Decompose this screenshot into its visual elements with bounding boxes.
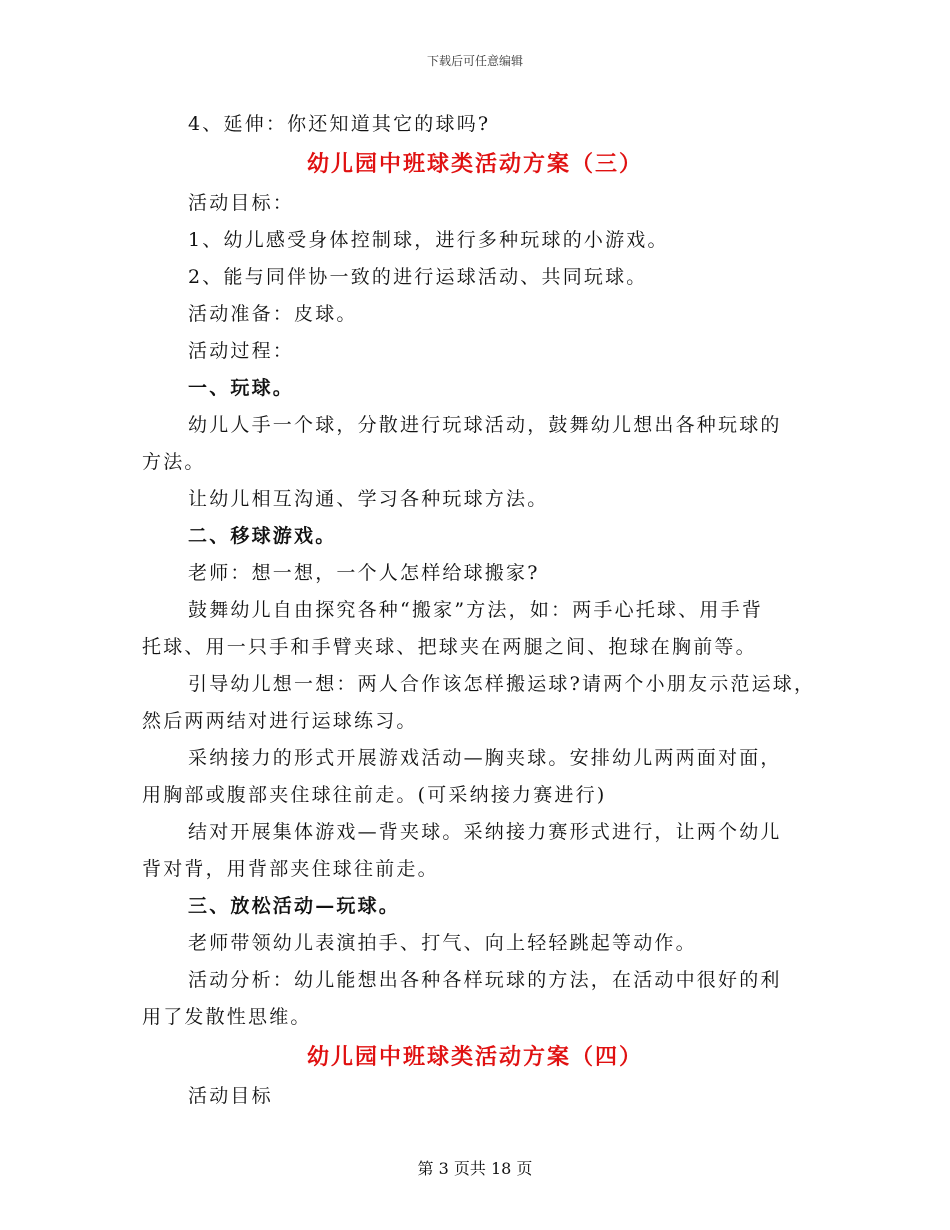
page-footer: 第 3 页共 18 页 <box>417 1159 533 1178</box>
paragraph-line: 幼儿人手一个球，分散进行玩球活动，鼓舞幼儿想出各种玩球的 <box>188 414 782 436</box>
paragraph-line: 活动目标： <box>188 192 295 214</box>
paragraph-line: 1、幼儿感受身体控制球，进行多种玩球的小游戏。 <box>188 229 669 251</box>
paragraph-line: 结对开展集体游戏—背夹球。采纳接力赛形式进行，让两个幼儿 <box>188 821 782 843</box>
section-title: 幼儿园中班球类活动方案（四） <box>306 1044 643 1070</box>
paragraph-line: 老师带领幼儿表演拍手、打气、向上轻轻跳起等动作。 <box>188 932 697 954</box>
paragraph-line: 2、能与同伴协一致的进行运球活动、共同玩球。 <box>188 266 648 288</box>
paragraph-line: 引导幼儿想一想：两人合作该怎样搬运球?请两个小朋友示范运球， <box>188 673 816 695</box>
page-header: 下载后可任意编辑 <box>426 54 523 68</box>
paragraph-line: 托球、用一只手和手臂夹球、把球夹在两腿之间、抱球在胸前等。 <box>142 636 757 658</box>
paragraph-line: 活动过程： <box>188 340 295 362</box>
paragraph-line: 鼓舞幼儿自由探究各种“搬家”方法，如：两手心托球、用手背 <box>188 599 764 621</box>
paragraph-line: 背对背，用背部夹住球往前走。 <box>142 858 439 880</box>
section-title: 幼儿园中班球类活动方案（三） <box>306 151 643 177</box>
paragraph-line: 方法。 <box>142 451 206 473</box>
paragraph-line: 活动准备：皮球。 <box>188 303 358 325</box>
paragraph-line: 4、延伸：你还知道其它的球吗? <box>188 113 491 135</box>
paragraph-line: 活动分析：幼儿能想出各种各样玩球的方法，在活动中很好的利 <box>188 969 782 991</box>
subsection-heading: 三、放松活动—玩球。 <box>188 895 401 917</box>
paragraph-line: 活动目标 <box>188 1085 273 1107</box>
paragraph-line: 采纳接力的形式开展游戏活动—胸夹球。安排幼儿两两面对面， <box>188 747 782 769</box>
subsection-heading: 一、玩球。 <box>188 377 295 399</box>
document-body <box>142 106 816 1115</box>
paragraph-line: 老师：想一想，一个人怎样给球搬家? <box>188 562 540 584</box>
paragraph-line: 用了发散性思维。 <box>142 1006 312 1028</box>
paragraph-line: 然后两两结对进行运球练习。 <box>142 710 418 732</box>
paragraph-line: 让幼儿相互沟通、学习各种玩球方法。 <box>188 488 549 510</box>
paragraph-line: 用胸部或腹部夹住球往前走。(可采纳接力赛进行) <box>142 784 607 806</box>
subsection-heading: 二、移球游戏。 <box>188 525 337 547</box>
